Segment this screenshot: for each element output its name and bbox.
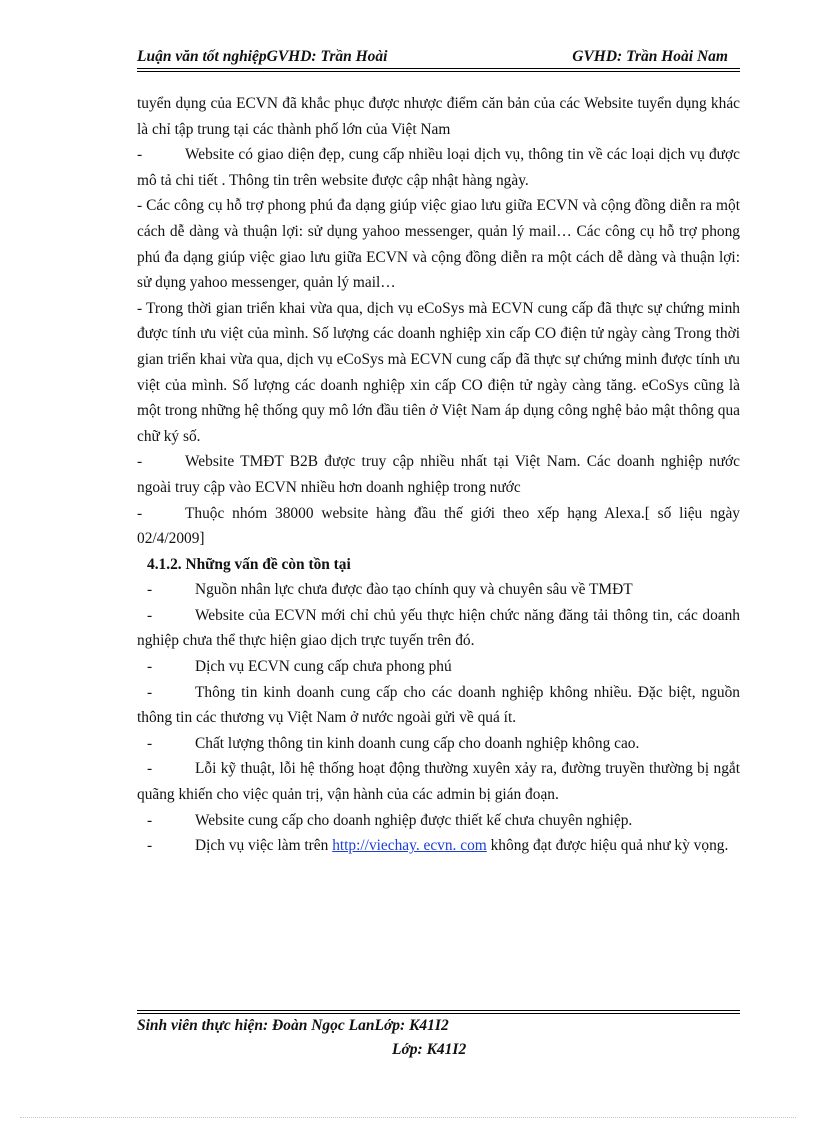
list-item xyxy=(137,603,740,654)
bullet-dash: - xyxy=(137,146,143,164)
bullet-dash: - xyxy=(147,606,153,624)
footer-rule-top xyxy=(137,1010,740,1011)
paragraph-6-text: Thuộc nhóm 38000 website hàng đầu thế giới theo xếp hạng Alexa.[ số liệu ngày 02/4/2009] xyxy=(137,504,740,548)
paragraph-4: - Trong thời gian triển khai vừa qua, dịch vụ eCoSys mà ECVN cung cấp đã thực sự chứng minh được tính ưu việt của mình. Số lượng các doanh nghiệp xin cấp CO điện tử ngày càng Trong thời gian triển khai vừa qua, dịch vụ eCoSys mà ECVN cung cấp đã thực sự chứng minh được tính ưu việt của mình. Số lượng các doanh nghiệp xin cấp CO điện tử ngày càng tăng. eCoSys cũng là một trong những hệ thống quy mô lớn đầu tiên ở Việt Nam áp dụng công nghệ bảo mật thông qua chữ ký số. xyxy=(137,299,740,445)
bullet-dash: - xyxy=(147,837,153,855)
bullet-dash: - xyxy=(147,734,153,752)
list-item xyxy=(137,731,740,757)
list-item xyxy=(137,756,740,807)
header-advisor: GVHD: Trần Hoài Nam xyxy=(572,48,728,65)
paragraph-5 xyxy=(137,449,740,500)
bullet-dash: - xyxy=(147,683,153,701)
header-title: Luận văn tốt nghiệpGVHD: Trần Hoài xyxy=(137,48,388,65)
paragraph-2 xyxy=(137,142,740,193)
list-item xyxy=(137,680,740,731)
list-item-last xyxy=(137,833,740,859)
paragraph-1: tuyển dụng của ECVN đã khắc phục được nhược điểm căn bản của các Website tuyển dụng khác là chỉ tập trung tại các thành phố lớn của Việt Nam xyxy=(137,95,740,138)
header-rule-top xyxy=(137,68,740,69)
footer-student: Sinh viên thực hiện: Đoàn Ngọc LanLớp: K41I2 xyxy=(137,1017,449,1034)
body-text xyxy=(137,91,740,859)
paragraph-3: - Các công cụ hỗ trợ phong phú đa dạng giúp việc giao lưu giữa ECVN và cộng đồng diễn ra một cách dễ dàng và thuận lợi: sử dụng yahoo messenger, quản lý mail… Các công cụ hỗ trợ phong phú đa dạng giúp việc giao lưu giữa ECVN và cộng đồng diễn ra một cách dễ dàng và thuận lợi: sử dụng yahoo messenger, quản lý mail… xyxy=(137,197,740,292)
list-item xyxy=(137,654,740,680)
list-item-text: Lỗi kỹ thuật, lỗi hệ thống hoạt động thường xuyên xảy ra, đường truyền thường bị ngắt quãng khiến cho việc quản trị, vận hành của các admin bị gián đoạn. xyxy=(137,760,740,804)
section-heading: 4.1.2. Những vấn đề còn tồn tại xyxy=(147,555,351,573)
list-item-text: Website của ECVN mới chỉ chủ yếu thực hiện chức năng đăng tải thông tin, các doanh nghiệp chưa thể thực hiện giao dịch trực tuyến trên đó. xyxy=(137,606,740,650)
list-item-text: Chất lượng thông tin kinh doanh cung cấp cho doanh nghiệp không cao. xyxy=(195,734,640,752)
list-item-text: Thông tin kinh doanh cung cấp cho các doanh nghiệp không nhiều. Đặc biệt, nguồn thông tin các thương vụ Việt Nam ở nước ngoài gửi về quá ít. xyxy=(137,683,740,727)
list-item xyxy=(137,808,740,834)
bullet-dash: - xyxy=(137,453,143,471)
paragraph-2-text: Website có giao diện đẹp, cung cấp nhiều loại dịch vụ, thông tin về các loại dịch vụ được mô tả chi tiết . Thông tin trên website được cập nhật hàng ngày. xyxy=(137,146,740,189)
list-item-text: Dịch vụ ECVN cung cấp chưa phong phú xyxy=(195,658,452,676)
bullet-dash: - xyxy=(147,581,153,599)
bullet-dash: - xyxy=(147,811,153,829)
paragraph-5-text: Website TMĐT B2B được truy cập nhiều nhất tại Việt Nam. Các doanh nghiệp nước ngoài truy cập vào ECVN nhiều hơn doanh nghiệp trong nước xyxy=(137,453,740,496)
header-rule-bottom xyxy=(137,71,740,72)
bullet-dash: - xyxy=(147,760,153,778)
paragraph-6 xyxy=(137,501,740,552)
page-header xyxy=(137,48,740,68)
page-bottom-dotted-line xyxy=(20,1117,796,1118)
bullet-dash: - xyxy=(147,658,153,676)
footer-class: Lớp: K41I2 xyxy=(392,1041,467,1058)
bullet-dash: - xyxy=(137,504,143,522)
list-item xyxy=(137,577,740,603)
list-item-text-before: Dịch vụ việc làm trên xyxy=(195,837,333,855)
list-item-text: Website cung cấp cho doanh nghiệp được thiết kế chưa chuyên nghiệp. xyxy=(195,811,633,829)
viechay-link[interactable]: http://viechay. ecvn. com xyxy=(332,837,487,855)
list-item-text: Nguồn nhân lực chưa được đào tạo chính quy và chuyên sâu về TMĐT xyxy=(195,581,633,599)
footer-rule-bottom xyxy=(137,1013,740,1014)
list-item-text-after: không đạt được hiệu quả như kỳ vọng. xyxy=(486,837,729,855)
